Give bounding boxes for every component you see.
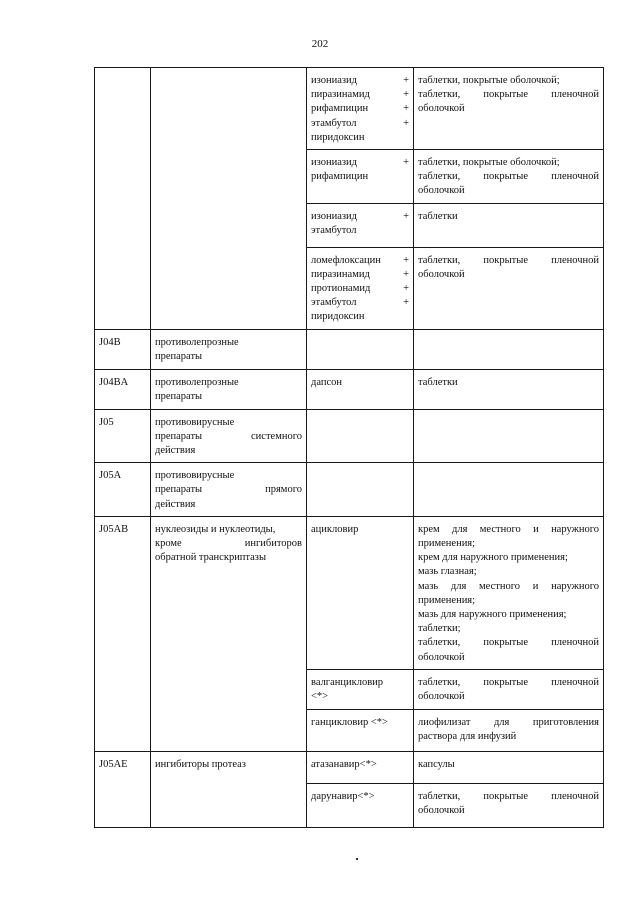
table-row <box>95 409 604 463</box>
group-line: препараты <box>155 390 203 402</box>
drug-name-line: <*> <box>311 691 329 703</box>
table-row <box>95 68 604 150</box>
drug-name-line: изониазид + <box>311 210 409 222</box>
pharmacological-group-cell <box>151 329 307 369</box>
group-line: противовирусные <box>155 470 235 482</box>
drug-name-cell <box>307 247 414 329</box>
group-line: нуклеозиды и нуклеотиды, <box>155 523 276 535</box>
drug-name-line: протионамид + <box>311 283 409 295</box>
dosage-form-line: мазь для местного и наружного <box>418 580 599 592</box>
drug-name-cell <box>307 150 414 204</box>
dosage-form-cell <box>414 669 604 709</box>
table-row <box>95 329 604 369</box>
dosage-form-line: оболочкой <box>418 691 465 703</box>
page-number: 202 <box>311 38 329 50</box>
drug-name-line: дарунавир<*> <box>311 790 375 802</box>
drug-name-cell <box>307 369 414 409</box>
drug-name-line: пиридоксин <box>311 131 365 143</box>
drug-name-cell <box>307 329 414 369</box>
drug-name-cell <box>307 669 414 709</box>
drug-name-line: ганцикловир <*> <box>311 716 388 728</box>
drug-name-line: ломефлоксацин + <box>311 254 409 266</box>
group-line: действия <box>155 498 196 510</box>
pharmacological-group-cell <box>151 516 307 751</box>
drug-name-line: рифампицин + <box>311 103 409 115</box>
atc-code-cell <box>95 516 151 751</box>
dosage-form-line: таблетки, покрытые оболочкой; <box>418 75 560 86</box>
group-line: противовирусные <box>155 416 235 428</box>
drug-name-line: изониазид + <box>311 157 409 169</box>
dosage-form-line: раствора для инфузий <box>418 731 517 743</box>
dosage-form-cell <box>414 329 604 369</box>
dosage-form-line: применения; <box>418 594 476 606</box>
atc-code-cell <box>95 409 151 463</box>
dosage-form-line: таблетки, покрытые пленочной <box>418 790 599 802</box>
atc-code-cell <box>95 463 151 517</box>
drug-name-line: этамбутол + <box>311 117 409 129</box>
drug-name-line: пиразинамид + <box>311 89 409 101</box>
table-row <box>95 516 604 669</box>
dosage-form-line: применения; <box>418 538 476 550</box>
dosage-form-cell <box>414 783 604 827</box>
dosage-form-line: лиофилизат для приготовления <box>418 716 599 728</box>
dosage-form-line: крем для наружного применения; <box>418 552 568 564</box>
table-row <box>95 369 604 409</box>
drug-name-line: изониазид + <box>311 75 409 86</box>
dosage-form-cell <box>414 709 604 751</box>
dosage-form-cell <box>414 369 604 409</box>
dosage-form-cell <box>414 751 604 783</box>
dosage-form-cell <box>414 150 604 204</box>
drug-name-line: дапсон <box>311 376 343 388</box>
dosage-form-cell <box>414 247 604 329</box>
drug-name-line: рифампицин <box>311 171 369 183</box>
dosage-form-line: оболочкой <box>418 651 465 663</box>
dosage-form-line: оболочкой <box>418 268 465 280</box>
drug-name-line: пиридоксин <box>311 311 365 323</box>
drug-name-cell <box>307 203 414 247</box>
dosage-form-line: мазь для наружного применения; <box>418 609 567 621</box>
dosage-form-line: таблетки, покрытые пленочной <box>418 171 599 183</box>
pharmacological-group-cell <box>151 751 307 827</box>
group-line: препараты прямого <box>155 484 302 496</box>
dosage-form-cell <box>414 409 604 463</box>
pharmacological-group-cell <box>151 369 307 409</box>
dosage-form-line: таблетки, покрытые пленочной <box>418 254 599 266</box>
atc-code: J04B <box>99 336 121 348</box>
dosage-form-line: оболочкой <box>418 103 465 115</box>
drug-name-line: ацикловир <box>311 523 359 535</box>
drug-name-cell <box>307 463 414 517</box>
atc-code: J05 <box>99 416 114 428</box>
pharmacological-group-cell <box>151 463 307 517</box>
table-row <box>95 463 604 517</box>
atc-code-cell <box>95 369 151 409</box>
group-line: препараты <box>155 350 203 362</box>
drug-name-cell <box>307 783 414 827</box>
dosage-form-line: капсулы <box>418 758 455 770</box>
dosage-form-line: таблетки, покрытые пленочной <box>418 637 599 649</box>
drug-name-line: валганцикловир <box>311 676 384 688</box>
group-line: действия <box>155 445 196 457</box>
group-line: кроме ингибиторов <box>155 538 302 550</box>
atc-code: J04BA <box>99 376 129 388</box>
atc-code-cell <box>95 68 151 330</box>
dosage-form-cell <box>414 203 604 247</box>
dosage-form-line: оболочкой <box>418 185 465 197</box>
dosage-form-line: мазь глазная; <box>418 566 477 578</box>
group-line: противолепрозные <box>155 376 239 388</box>
dosage-form-line: таблетки <box>418 210 458 222</box>
dosage-form-cell <box>414 463 604 517</box>
dosage-form-line: таблетки <box>418 376 458 388</box>
atc-code: J05A <box>99 470 122 482</box>
drug-name-cell <box>307 409 414 463</box>
drug-name-line: пиразинамид + <box>311 268 409 280</box>
drug-name-cell <box>307 68 414 150</box>
pharmacological-group-cell <box>151 68 307 330</box>
dosage-form-cell <box>414 516 604 669</box>
pharmacological-group-cell <box>151 409 307 463</box>
drug-name-line: этамбутол <box>311 224 357 236</box>
table-row <box>95 751 604 783</box>
group-line: препараты системного <box>155 430 302 442</box>
group-line: противолепрозные <box>155 336 239 348</box>
drug-name-cell <box>307 709 414 751</box>
group-line: ингибиторы протеаз <box>155 758 246 770</box>
dosage-form-cell <box>414 68 604 150</box>
atc-code: J05AB <box>99 523 129 535</box>
atc-code: J05AE <box>99 758 128 770</box>
dosage-form-line: крем для местного и наружного <box>418 523 599 535</box>
drug-name-cell <box>307 516 414 669</box>
dosage-form-line: таблетки; <box>418 623 461 635</box>
drug-name-line: этамбутол + <box>311 297 409 309</box>
drug-name-line: атазанавир<*> <box>311 758 377 770</box>
scan-speck <box>356 858 358 860</box>
dosage-form-line: оболочкой <box>418 805 465 817</box>
dosage-form-line: таблетки, покрытые оболочкой; <box>418 157 560 169</box>
dosage-form-line: таблетки, покрытые пленочной <box>418 89 599 101</box>
group-line: обратной транскриптазы <box>155 552 267 564</box>
drug-name-cell <box>307 751 414 783</box>
atc-code-cell <box>95 329 151 369</box>
drug-table <box>94 67 604 828</box>
atc-code-cell <box>95 751 151 827</box>
dosage-form-line: таблетки, покрытые пленочной <box>418 676 599 688</box>
